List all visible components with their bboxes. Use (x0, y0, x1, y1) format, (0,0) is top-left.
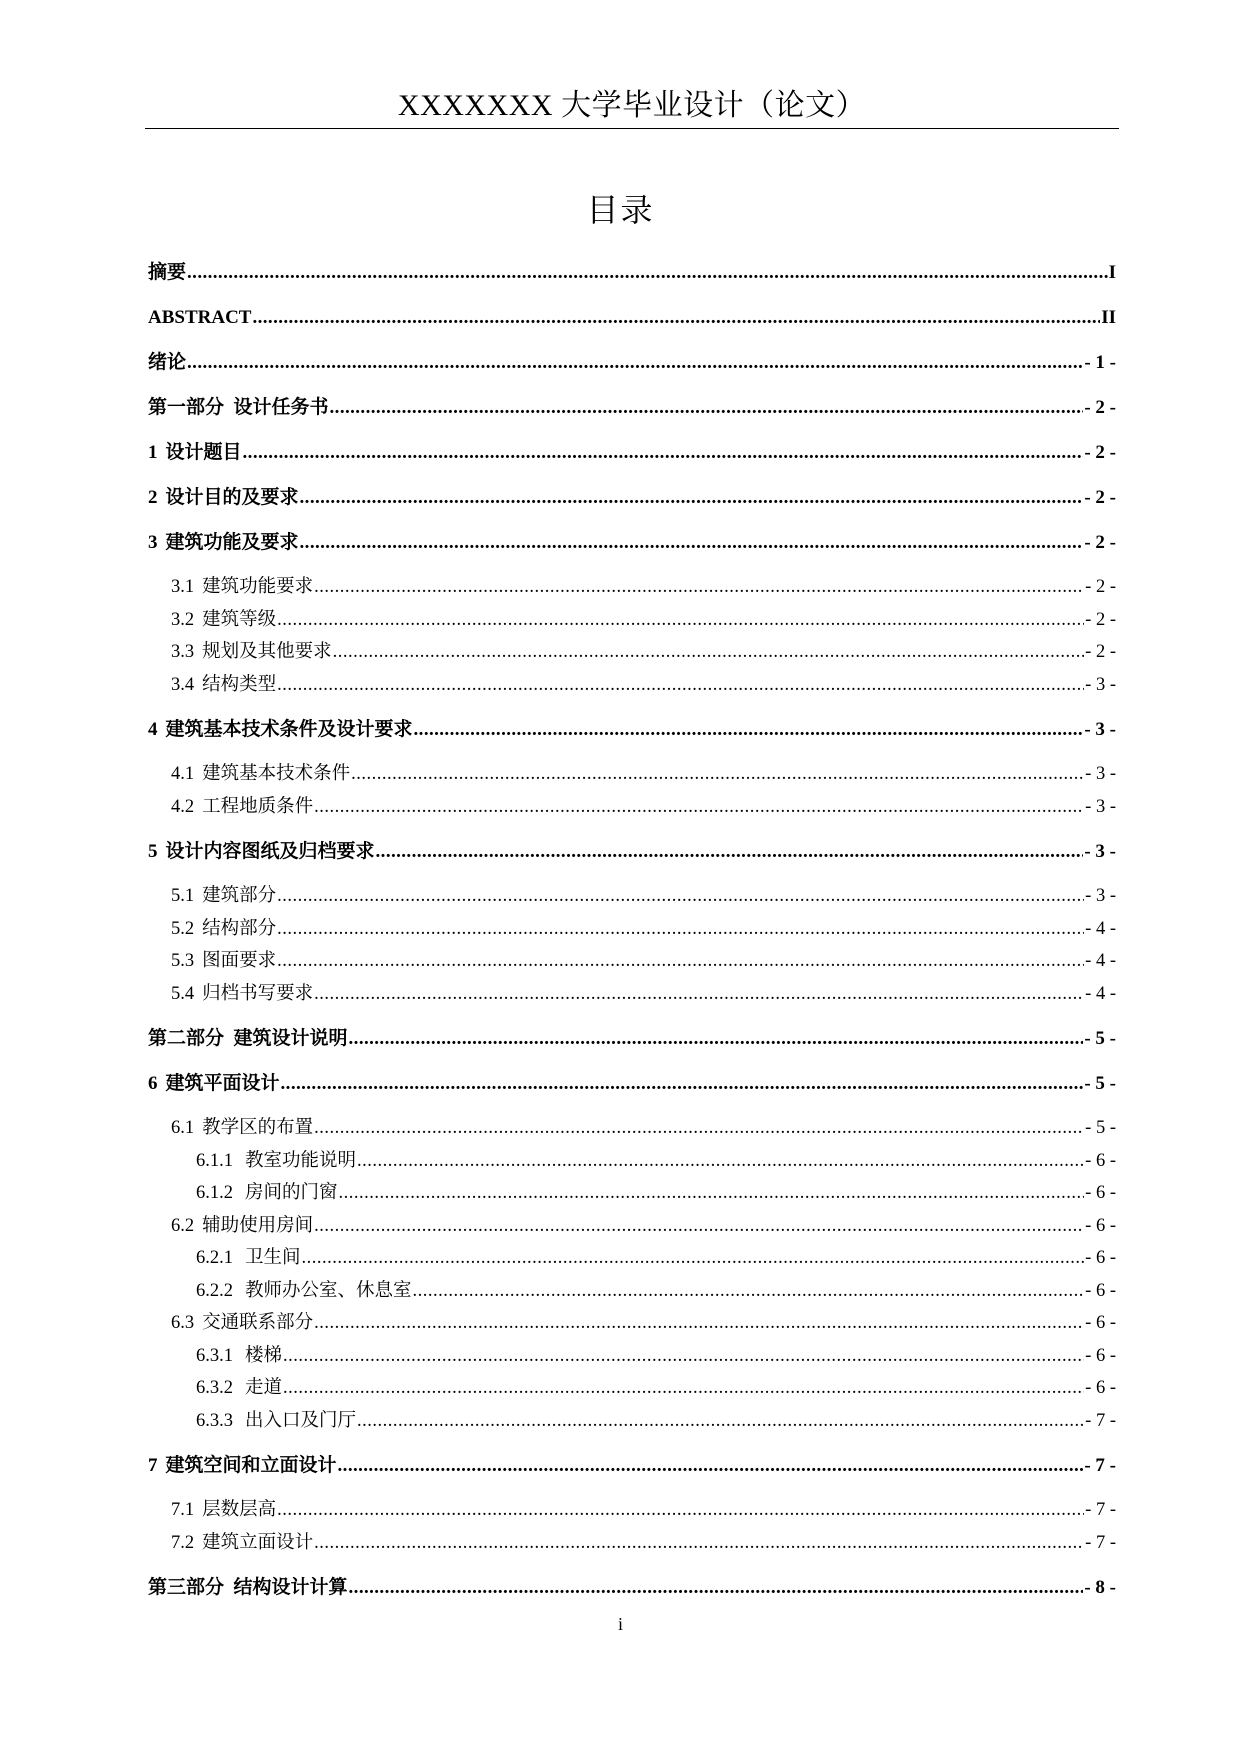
toc-entry-number: 5.3 (171, 951, 195, 971)
toc-entry[interactable] (148, 1242, 1116, 1275)
running-header: XXXXXXX 大学毕业设计（论文） (397, 89, 867, 122)
dot-leader (277, 1494, 1084, 1527)
toc-entry-page: - 6 - (1085, 1248, 1116, 1268)
toc-entry-number: 6.1 (171, 1118, 195, 1138)
toc-entry-title: 第三部分 结构设计计算 (148, 1577, 348, 1598)
toc-entry-number: 5.1 (171, 886, 195, 906)
dot-leader (339, 1177, 1085, 1210)
dot-leader (283, 1372, 1084, 1405)
toc-entry-page: - 7 - (1085, 1532, 1116, 1553)
toc-entry[interactable] (148, 1494, 1116, 1527)
dot-leader (314, 1527, 1084, 1560)
toc-entry-number: 2 (148, 487, 158, 508)
dot-leader (300, 520, 1084, 565)
toc-entry-number: 3 (148, 532, 158, 553)
toc-entry-number: 4.1 (171, 764, 195, 784)
dot-leader (277, 945, 1084, 978)
toc-entry[interactable] (148, 1307, 1116, 1340)
toc-entry[interactable] (148, 604, 1116, 637)
toc-entry-page: - 1 - (1084, 352, 1116, 373)
toc-entry-page: - 6 - (1085, 1215, 1116, 1236)
toc-entry-page: - 7 - (1084, 1455, 1116, 1476)
toc-entry[interactable] (148, 1210, 1116, 1243)
toc-entry-page: - 7 - (1085, 1410, 1116, 1431)
dot-leader (302, 1242, 1085, 1275)
toc-entry-title: 建筑功能及要求 (165, 532, 299, 553)
toc-entry-number: 6.2.1 (196, 1248, 233, 1268)
toc-entry-title: ABSTRACT (148, 307, 252, 328)
toc-entry[interactable] (148, 829, 1116, 874)
dot-leader (243, 430, 1084, 475)
toc-entry[interactable] (148, 295, 1116, 340)
toc-entry[interactable] (148, 913, 1116, 946)
toc-entry-number: 6.1.2 (196, 1183, 233, 1203)
dot-leader (314, 978, 1084, 1011)
dot-leader (300, 475, 1084, 520)
toc-entry-title: 规划及其他要求 (202, 642, 332, 662)
dot-leader (314, 1112, 1084, 1145)
toc-entry-page: - 2 - (1084, 532, 1116, 553)
toc-entry-number: 5.2 (171, 918, 195, 939)
dot-leader (314, 1210, 1084, 1243)
toc-entry[interactable] (148, 1527, 1116, 1560)
dot-leader (357, 1405, 1084, 1438)
toc-entry-title: 设计题目 (165, 442, 242, 463)
toc-entry-number: 6.3.3 (196, 1410, 233, 1431)
dot-leader (187, 250, 1108, 295)
toc-entry[interactable] (148, 475, 1116, 520)
toc-entry[interactable] (148, 571, 1116, 604)
toc-entry[interactable] (148, 1443, 1116, 1488)
toc-entry-page: - 8 - (1084, 1577, 1116, 1598)
toc-entry-page: - 4 - (1085, 983, 1116, 1004)
dot-leader (277, 880, 1084, 913)
toc-entry-number: 5.4 (171, 983, 195, 1004)
toc-entry-title: 第一部分 设计任务书 (148, 397, 329, 418)
dot-leader (330, 385, 1084, 430)
toc-entry-title: 教师办公室、休息室 (245, 1280, 412, 1301)
toc-entry[interactable] (148, 1177, 1116, 1210)
toc-entry-number: 6.3 (171, 1313, 195, 1333)
dot-leader (283, 1340, 1084, 1373)
toc-entry[interactable] (148, 250, 1116, 295)
dot-leader (277, 669, 1084, 702)
toc-entry[interactable] (148, 1061, 1116, 1106)
toc-entry-number: 1 (148, 442, 158, 463)
dot-leader (338, 1443, 1084, 1488)
toc-entry-number: 7.2 (171, 1532, 195, 1553)
toc-entry-number: 7.1 (171, 1500, 195, 1520)
toc-entry-title: 建筑平面设计 (165, 1073, 280, 1094)
dot-leader (314, 1307, 1084, 1340)
toc-entry-title: 设计内容图纸及归档要求 (165, 841, 375, 862)
toc-entry-number: 6.3.2 (196, 1378, 233, 1398)
dot-leader (187, 340, 1083, 385)
toc-entry-page: - 3 - (1085, 886, 1116, 906)
toc-entry-page: - 6 - (1085, 1313, 1116, 1333)
toc-entry-page: - 2 - (1085, 609, 1116, 630)
dot-leader (277, 604, 1084, 637)
toc-entry-page: - 3 - (1084, 719, 1116, 740)
toc-entry[interactable] (148, 1405, 1116, 1438)
toc-entry[interactable] (148, 430, 1116, 475)
toc-entry[interactable] (148, 636, 1116, 669)
toc-entry-page: - 2 - (1084, 487, 1116, 508)
toc-entry-page: - 4 - (1085, 951, 1116, 971)
dot-leader (414, 707, 1084, 752)
toc-entry-page: - 5 - (1084, 1028, 1116, 1049)
toc-entry[interactable] (148, 1112, 1116, 1145)
toc-entry-title: 房间的门窗 (245, 1183, 338, 1203)
toc-entry[interactable] (148, 340, 1116, 385)
toc-entry[interactable] (148, 669, 1116, 702)
dot-leader (349, 1565, 1084, 1610)
toc-entry-page: - 5 - (1085, 1118, 1116, 1138)
toc-entry-title: 层数层高 (202, 1500, 277, 1520)
toc-entry-page: - 5 - (1084, 1073, 1116, 1094)
toc-entry[interactable] (148, 1340, 1116, 1373)
toc-entry[interactable] (148, 880, 1116, 913)
toc-entry-title: 绪论 (148, 352, 187, 373)
toc-entry-title: 结构部分 (202, 918, 277, 939)
toc-entry-title: 摘要 (148, 262, 187, 283)
toc-entry-title: 建筑基本技术条件 (202, 764, 351, 784)
toc-entry[interactable] (148, 1275, 1116, 1308)
toc-entry-title: 建筑部分 (202, 886, 277, 906)
toc-entry-title: 走道 (245, 1378, 283, 1398)
toc-entry-number: 3.3 (171, 642, 195, 662)
toc-entry-page: - 7 - (1085, 1500, 1116, 1520)
toc-entry[interactable] (148, 1145, 1116, 1178)
toc-entry-page: - 3 - (1085, 796, 1116, 817)
toc-entry-page: - 2 - (1085, 642, 1116, 662)
toc-entry[interactable] (148, 978, 1116, 1011)
toc-entry-page: - 6 - (1085, 1378, 1116, 1398)
toc-entry-page: - 6 - (1085, 1183, 1116, 1203)
toc-entry-number: 4.2 (171, 796, 195, 817)
dot-leader (252, 295, 1100, 340)
toc-entry-page: - 3 - (1085, 764, 1116, 784)
toc-entry-title: 建筑等级 (202, 609, 277, 630)
toc-entry-number: 3.4 (171, 674, 195, 695)
dot-leader (413, 1275, 1085, 1308)
toc-entry-title: 辅助使用房间 (202, 1215, 314, 1236)
toc-entry-title: 第二部分 建筑设计说明 (148, 1028, 348, 1049)
toc-entry-number: 4 (148, 719, 158, 740)
toc-entry-number: 5 (148, 841, 158, 862)
toc-entry-title: 楼梯 (245, 1345, 283, 1366)
toc-entry-title: 归档书写要求 (202, 983, 314, 1004)
toc-entry-title: 卫生间 (245, 1248, 301, 1268)
toc-entry-page: - 2 - (1084, 442, 1116, 463)
toc-entry-page: - 3 - (1084, 841, 1116, 862)
toc-entry-page: I (1108, 262, 1116, 283)
dot-leader (314, 791, 1084, 824)
toc-entry-title: 教学区的布置 (202, 1118, 314, 1138)
toc-entry-page: - 4 - (1085, 918, 1116, 939)
dot-leader (357, 1145, 1084, 1178)
toc-entry-number: 6.2.2 (196, 1280, 233, 1301)
toc-entry[interactable] (148, 1565, 1116, 1610)
toc-entry-title: 工程地质条件 (202, 796, 314, 817)
toc-entry-title: 出入口及门厅 (245, 1410, 357, 1431)
toc-entry-page: - 3 - (1085, 674, 1116, 695)
toc-entry-number: 6.2 (171, 1215, 195, 1236)
toc-entry-number: 6.1.1 (196, 1150, 233, 1171)
dot-leader (281, 1061, 1084, 1106)
dot-leader (277, 913, 1084, 946)
toc-entry-page: II (1101, 307, 1116, 328)
toc-entry-number: 3.1 (171, 577, 195, 597)
toc-entry-title: 建筑基本技术条件及设计要求 (165, 719, 413, 740)
toc-entry[interactable] (148, 520, 1116, 565)
toc-entry[interactable] (148, 791, 1116, 824)
toc-entry[interactable] (148, 758, 1116, 791)
toc-entry-number: 6.3.1 (196, 1345, 233, 1366)
toc-entry[interactable] (148, 945, 1116, 978)
dot-leader (351, 758, 1084, 791)
toc-entry[interactable] (148, 1372, 1116, 1405)
page-number: i (617, 1614, 623, 1634)
toc-entry-title: 建筑立面设计 (202, 1532, 314, 1553)
toc-entry-number: 7 (148, 1455, 158, 1476)
toc-entry-title: 设计目的及要求 (165, 487, 299, 508)
toc-entry-number: 6 (148, 1073, 158, 1094)
toc-entry-title: 建筑空间和立面设计 (165, 1455, 337, 1476)
toc-entry-title: 图面要求 (202, 951, 277, 971)
dot-leader (333, 636, 1085, 669)
toc-entry-title: 教室功能说明 (245, 1150, 357, 1171)
dot-leader (314, 571, 1084, 604)
toc-entry-page: - 6 - (1085, 1150, 1116, 1171)
toc-entry[interactable] (148, 385, 1116, 430)
toc-entry-title: 建筑功能要求 (202, 577, 314, 597)
toc-entry[interactable] (148, 1016, 1116, 1061)
table-of-contents (148, 250, 1116, 1610)
toc-title: 目录 (586, 192, 655, 228)
toc-entry-title: 结构类型 (202, 674, 277, 695)
toc-entry-page: - 2 - (1085, 577, 1116, 597)
dot-leader (349, 1016, 1084, 1061)
header-rule (145, 128, 1119, 129)
toc-entry-title: 交通联系部分 (202, 1313, 314, 1333)
toc-entry-page: - 6 - (1085, 1345, 1116, 1366)
dot-leader (376, 829, 1084, 874)
toc-entry[interactable] (148, 707, 1116, 752)
toc-entry-page: - 6 - (1085, 1280, 1116, 1301)
toc-entry-number: 3.2 (171, 609, 195, 630)
toc-entry-page: - 2 - (1084, 397, 1116, 418)
